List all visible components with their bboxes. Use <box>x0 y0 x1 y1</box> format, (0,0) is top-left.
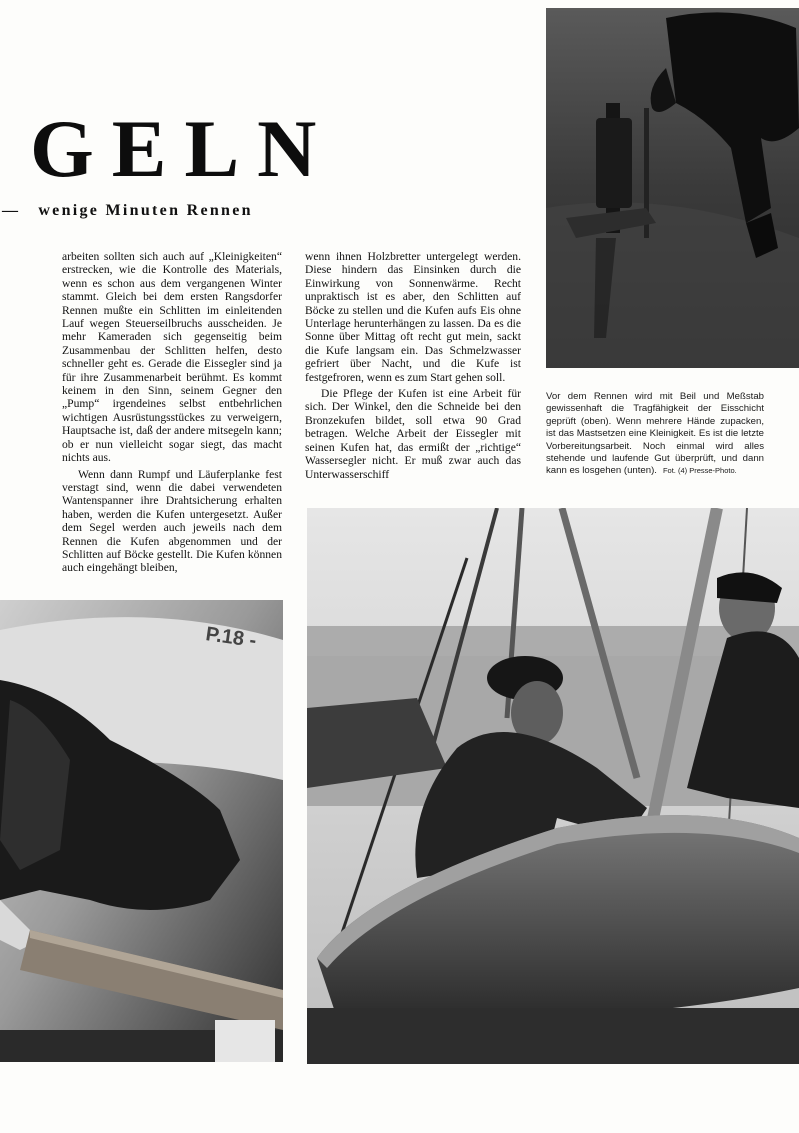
boat-lettering: P.18 - <box>204 623 258 653</box>
photo-sled-assembly <box>0 600 283 1062</box>
column-2-paragraph-1: wenn ihnen Holzbretter untergelegt werden. Diese hindern das Einsinken durch die Einwirkung von Sonnenwärme. Recht unpraktisch ist es aber, den Schlitten auf Böcke zu stellen und die Kufen aufs Eis ohne Unterlage herunterhängen zu lassen. Da es die Sonne über Mittag oft recht gut mein, sackt die Kufe langsam ein. Das Schmelzwasser gefriert über Nacht, und die Kufe ist festgefroren, wenn es zum Start gehen soll. <box>305 250 521 384</box>
photo-ice-testing <box>546 8 799 368</box>
subtitle-text: wenige Minuten Rennen <box>38 202 253 219</box>
column-1-paragraph-2: Wenn dann Rumpf und Läuferplanke fest verstagt sind, wenn die dabei verwendeten Wantenspanner ihre Drahtsicherung erhalten haben, werden die Kufen untergesetzt. Außer dem Segel werden auch jeweils nach dem Rennen die Kufen abgenommen und der Schlitten auf Böcke gestellt. Die Kufen können auch eingehängt bleiben, <box>62 467 282 575</box>
subtitle-dash: — <box>2 202 21 219</box>
photo-caption <box>546 391 764 478</box>
photo-credit: Fot. (4) Presse-Photo. <box>662 466 737 476</box>
headline-subtitle <box>2 202 532 220</box>
column-1-paragraph-1: arbeiten sollten sich auch auf „Kleinigkeiten“ erstrecken, wie die Kontrolle des Materials, wenn es schon aus dem vergangenen Winter stammt. Gleich bei dem ersten Rangsdorfer Rennen mußte ein Schlitten im einleitenden Lauf wegen Steuerseilbruchs ausscheiden. Je mehr Kameraden sich gegenseitig beim Zusammenbau der Schlitten helfen, desto schneller geht es. Gerade die Eissegler sind ja für ihre Zusammenarbeit berühmt. Es kommt keinem in den Sinn, seinem Gegner den „Pump“ irgendeines selbst entbehrlichen wichtigen Ausrüstungsstückes zu verweigern, Hauptsache ist, daß der andere mitsegeln kann; ob er nun vielleicht sogar siegt, das macht nichts aus. <box>62 250 282 465</box>
caption-text: Vor dem Rennen wird mit Beil und Meßstab gewissenhaft die Tragfähigkeit der Eisschicht geprüft (oben). Wenn mehrere Hände zupacken, ist das Mastsetzen eine Kleinigkeit. Es ist die letzte Vorbereitungsarbeit. Noch einmal wird alles stehende und laufende Gut überprüft, und dann kann es losgehen (unten). <box>546 391 764 477</box>
article-column-1 <box>62 250 282 575</box>
headline-title: GELN <box>30 103 335 194</box>
photo-mast-setting <box>307 508 799 1064</box>
column-2-paragraph-2: Die Pflege der Kufen ist eine Arbeit für sich. Der Winkel, den die Schneide bei den Bronzekufen bildet, soll etwa 90 Grad betragen. Welche Arbeit der Eissegler mit seinen Kufen hat, das ermißt der „richtige“ Wassersegler nicht. Er muß zwar auch das Unterwasserschiff <box>305 387 521 481</box>
article-column-2 <box>305 250 521 481</box>
